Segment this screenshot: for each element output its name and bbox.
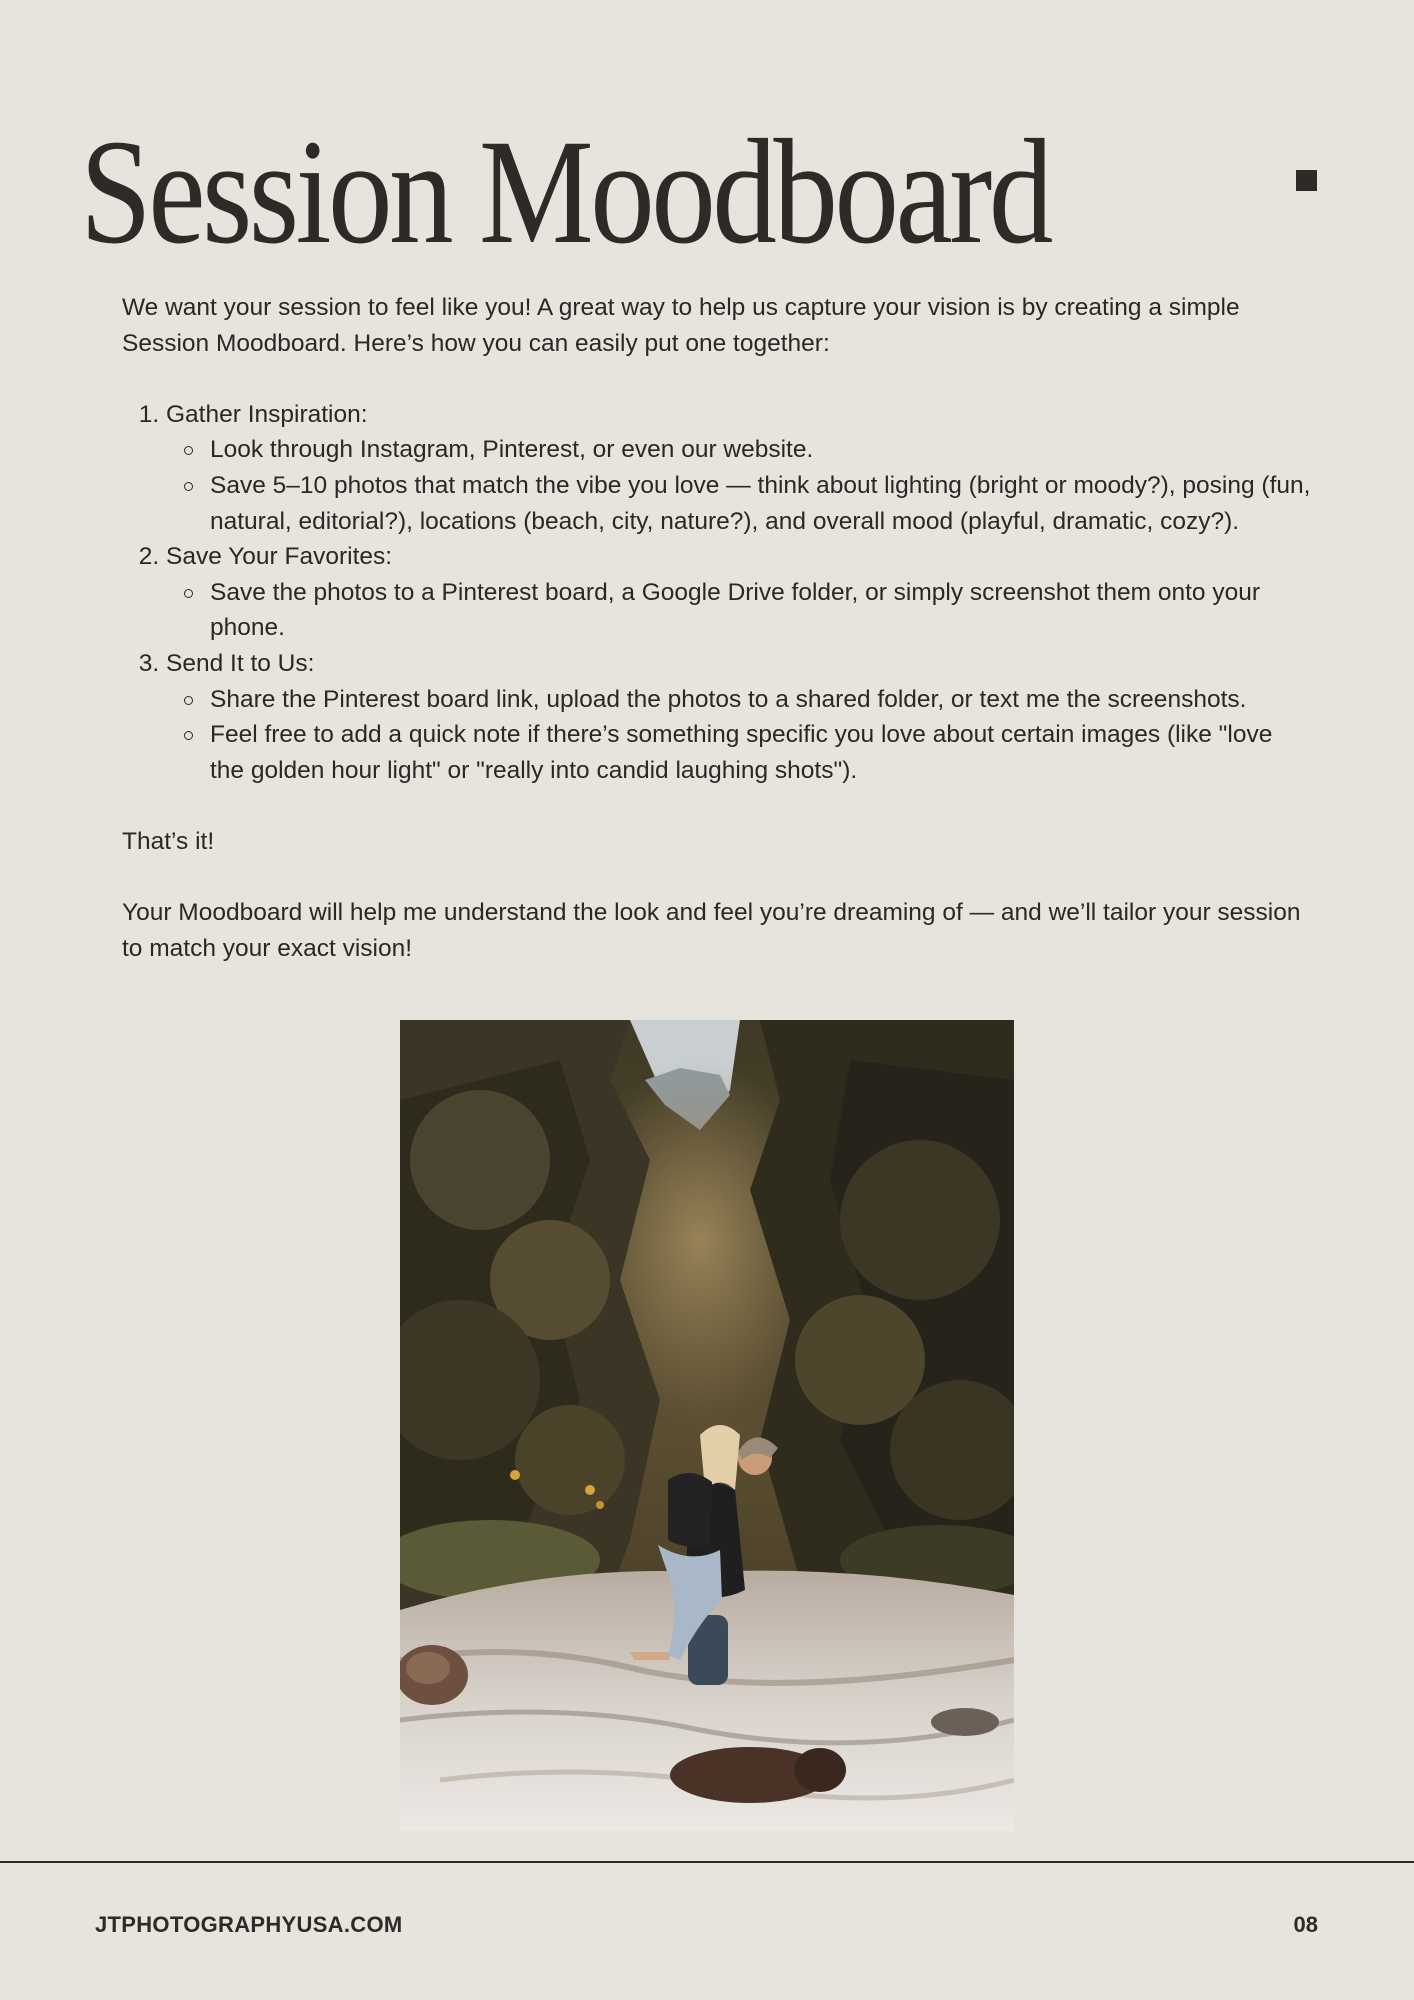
footer-website[interactable]: JTPHOTOGRAPHYUSA.COM bbox=[95, 1912, 403, 1937]
step-label: Save Your Favorites: bbox=[166, 543, 393, 571]
photo-illustration bbox=[400, 1020, 1014, 1831]
page-number: 08 bbox=[1293, 1912, 1318, 1937]
closing-paragraph: Your Moodboard will help me understand the look and feel you’re dreaming of — and we’ll tailor your session to match your exact vision! bbox=[122, 899, 1301, 962]
substep-item: Save 5–10 photos that match the vibe you love — think about lighting (bright or moody?), posing (fun, natural, editorial?), locations (beach, city, nature?), and overall mood (playful, dramatic, cozy?). bbox=[210, 468, 1312, 539]
substep-item: Feel free to add a quick note if there’s something specific you love about certain images (like "love the golden hour light" or "really into candid laughing shots"). bbox=[210, 717, 1312, 788]
step-substeps bbox=[166, 682, 1312, 789]
step-item bbox=[166, 646, 1312, 788]
couple-river-photo bbox=[400, 1020, 1014, 1831]
substep-item: Save the photos to a Pinterest board, a Google Drive folder, or simply screenshot them onto your phone. bbox=[210, 575, 1312, 646]
step-item bbox=[166, 539, 1312, 646]
substep-item: Share the Pinterest board link, upload the photos to a shared folder, or text me the screenshots. bbox=[210, 682, 1312, 718]
footer-divider bbox=[0, 1861, 1414, 1863]
step-label: Send It to Us: bbox=[166, 649, 315, 677]
steps-list bbox=[122, 397, 1312, 789]
step-substeps bbox=[166, 575, 1312, 646]
step-item bbox=[166, 397, 1312, 539]
step-substeps bbox=[166, 432, 1312, 539]
substep-item: Look through Instagram, Pinterest, or even our website. bbox=[210, 432, 1312, 468]
moodboard-instructions bbox=[122, 290, 1312, 966]
page-title: Session Moodboard bbox=[80, 109, 1050, 275]
intro-paragraph: We want your session to feel like you! A great way to help us capture your vision is by creating a simple Session Moodboard. Here’s how you can easily put one together: bbox=[122, 294, 1240, 357]
step-label: Gather Inspiration: bbox=[166, 400, 368, 428]
thats-it-text: That’s it! bbox=[122, 827, 215, 855]
decorative-square bbox=[1296, 170, 1317, 191]
